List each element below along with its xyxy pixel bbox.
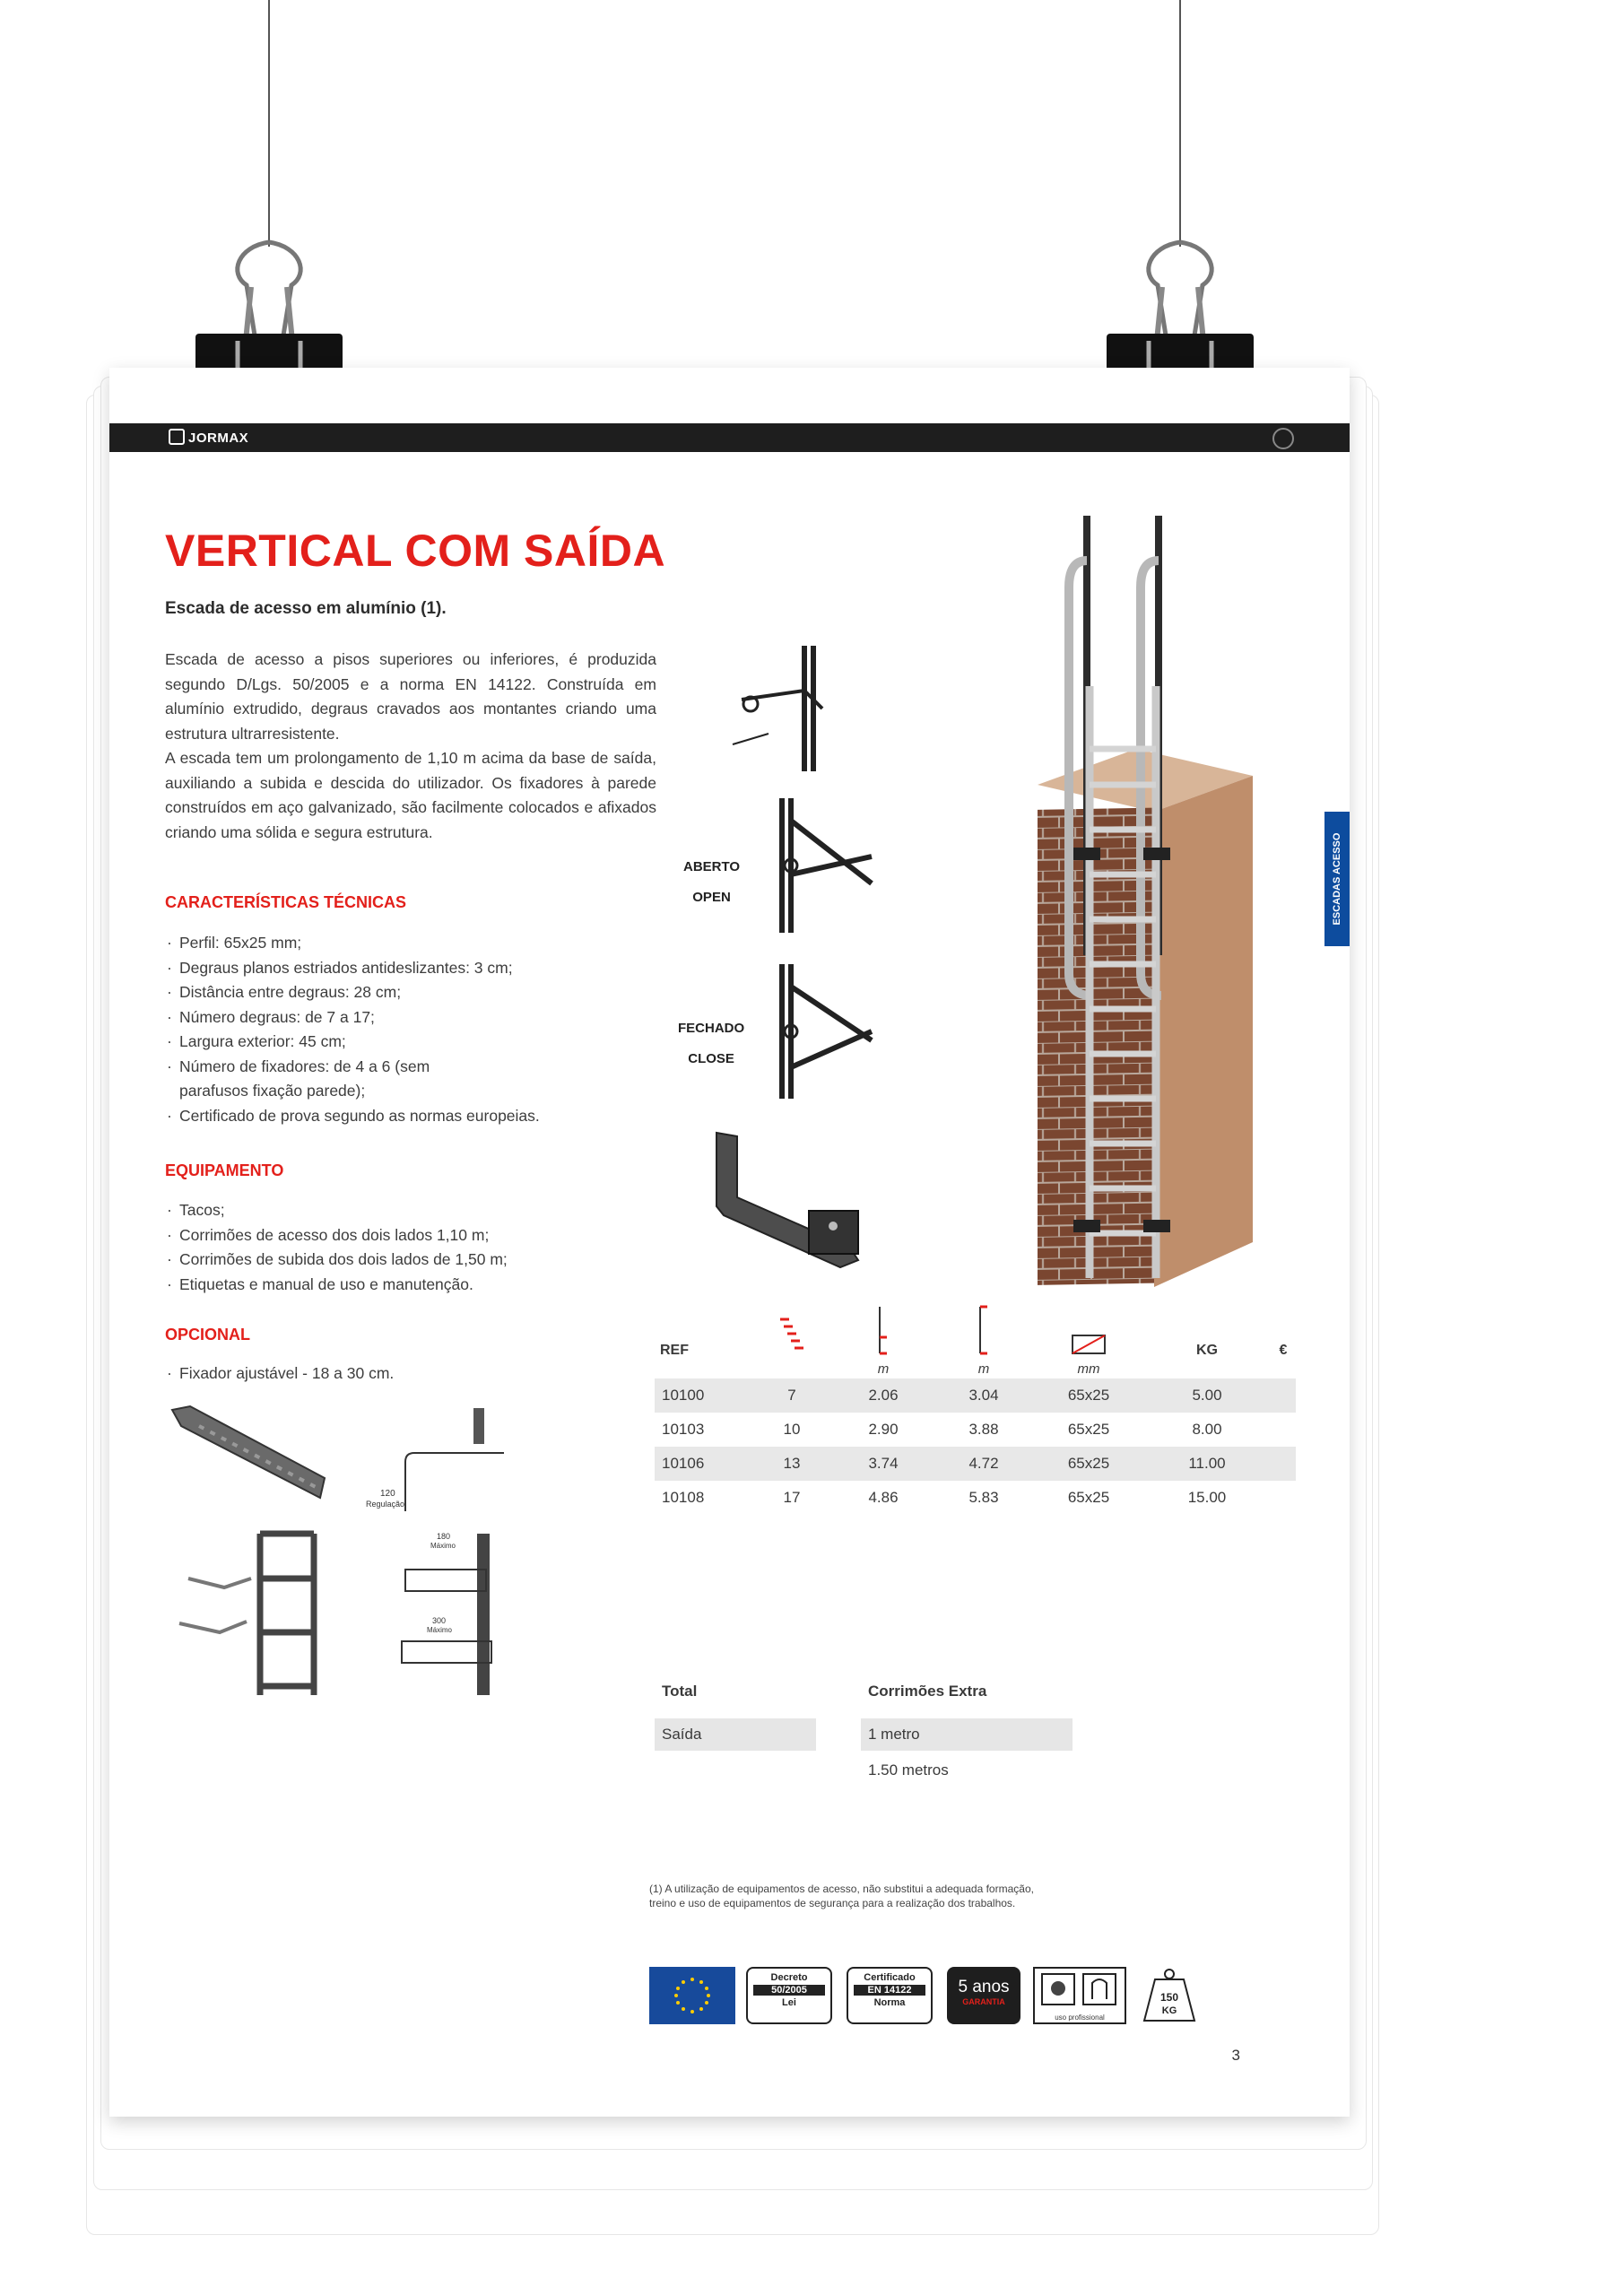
list-item: · Certificado de prova segundo as normas europeias. <box>165 1104 649 1129</box>
option-extra-150m[interactable]: 1.50 metros <box>868 1761 949 1779</box>
unit-label: m <box>877 1361 890 1377</box>
unit-label: m <box>977 1361 990 1377</box>
unit-label: mm <box>1077 1361 1100 1377</box>
max1-label: Máximo <box>430 1542 456 1550</box>
cell-ref: 10100 <box>655 1378 751 1413</box>
warranty-badge <box>947 1967 1020 2024</box>
table-row[interactable] <box>655 1378 1296 1413</box>
cell-kg: 11.00 <box>1143 1447 1271 1481</box>
badge-label: EN 14122 <box>854 1985 925 1996</box>
list-item: · Fixador ajustável - 18 a 30 cm. <box>165 1361 649 1387</box>
description-paragraph: Escada de acesso a pisos superiores ou inferiores, é produzida segundo D/Lgs. 50/2005 e a norma EN 14122. Construída em alumínio extrudido, degraus cravados aos montantes criando uma estrutura ultrarresistente. <box>165 650 656 743</box>
warranty-sub: GARANTIA <box>962 1997 1005 2006</box>
col-header-ref: REF <box>660 1343 689 1358</box>
col-header-profile <box>1034 1305 1143 1359</box>
footnote: (1) A utilização de equipamentos de acesso, não substitui a adequada formação, treino e uso de equipamentos de segurança para a realização dos trabalhos. <box>649 1883 1034 1909</box>
callout-label: ABERTO <box>683 859 741 874</box>
cell-height: 4.86 <box>868 1489 899 1506</box>
certificado-badge <box>847 1967 933 2024</box>
cell-profile: 65x25 <box>1067 1489 1110 1506</box>
spec-table <box>655 1305 1296 1515</box>
opcional-list <box>165 1361 649 1387</box>
list-item: · Etiquetas e manual de uso e manutenção. <box>165 1273 649 1298</box>
empty-cell <box>751 1359 833 1378</box>
list-item: · Tacos; <box>165 1198 649 1223</box>
bracket-mount-drawing <box>170 1525 323 1704</box>
col-header-steps <box>751 1305 833 1359</box>
warranty-label: 5 anos <box>958 1978 1010 1996</box>
callout-label: CLOSE <box>688 1051 734 1066</box>
list-item: · Corrimões de subida dos dois lados de 1,50 m; <box>165 1248 649 1273</box>
decreto-badge <box>746 1967 832 2024</box>
bracket-dimension-drawing <box>396 1534 522 1695</box>
cell-price <box>1271 1447 1296 1481</box>
cell-price <box>1271 1378 1296 1413</box>
height-icon <box>874 1305 892 1355</box>
profile-icon <box>1071 1334 1107 1355</box>
max1-value: 180 <box>437 1532 451 1541</box>
options-total-header: Total <box>662 1683 698 1700</box>
max2-value: 300 <box>432 1616 447 1625</box>
cell-kg: 5.00 <box>1143 1378 1271 1413</box>
cell-ref: 10103 <box>662 1421 705 1438</box>
brand-name: JORMAX <box>188 430 249 446</box>
cell-profile: 65x25 <box>1034 1447 1143 1481</box>
col-header-kg: KG <box>1196 1343 1218 1358</box>
bracket-closed-drawing <box>773 960 881 1103</box>
section-title-equipamento: EQUIPAMENTO <box>165 1161 284 1179</box>
col-header-height <box>833 1305 934 1359</box>
page-title: VERTICAL COM SAÍDA <box>165 526 666 576</box>
cell-kg: 8.00 <box>1192 1421 1222 1438</box>
col-header-price: € <box>1279 1343 1288 1358</box>
badge-label: Certificado <box>864 1972 916 1983</box>
professional-use-badge <box>1033 1967 1126 2024</box>
table-row[interactable] <box>655 1413 1296 1447</box>
list-item: · Distância entre degraus: 28 cm; <box>165 980 649 1005</box>
regulacao-label: Regulação <box>366 1500 405 1509</box>
cell-steps: 13 <box>751 1447 833 1481</box>
list-item: · Largura exterior: 45 cm; <box>165 1030 649 1055</box>
empty-cell <box>1271 1359 1296 1378</box>
adjustable-bracket-drawing <box>163 1399 334 1525</box>
section-title-opcional: OPCIONAL <box>165 1326 251 1344</box>
table-row[interactable] <box>655 1481 1296 1515</box>
description <box>165 648 656 845</box>
list-item: · Degraus planos estriados antideslizantes: 3 cm; <box>165 956 649 981</box>
badge-label: Decreto <box>770 1972 808 1983</box>
empty-cell <box>655 1359 751 1378</box>
catalog-page <box>109 368 1350 2117</box>
wall-bracket-detail-drawing <box>715 637 840 780</box>
list-item: · Perfil: 65x25 mm; <box>165 931 649 956</box>
callout-label: OPEN <box>692 890 731 905</box>
cell-steps: 17 <box>783 1489 801 1506</box>
callout-label: FECHADO <box>678 1021 745 1036</box>
weight-limit-badge <box>1139 1967 1200 2024</box>
description-paragraph: A escada tem um prolongamento de 1,10 m acima da base de saída, auxiliando a subida e descida do utilizador. Os fixadores à parede construídos em aço galvanizado, são facilmente colocados e afixados criando uma sólida e segura estrutura. <box>165 749 656 841</box>
col-header-total-height <box>934 1305 1034 1359</box>
cell-ref: 10108 <box>662 1489 705 1506</box>
table-row[interactable] <box>655 1447 1296 1481</box>
caracteristicas-list <box>165 931 649 1128</box>
empty-cell <box>1143 1359 1271 1378</box>
option-extra-1m[interactable]: 1 metro <box>861 1718 1073 1751</box>
steps-icon <box>777 1316 807 1355</box>
cell-steps: 10 <box>783 1421 801 1438</box>
list-item: · Número degraus: de 7 a 17; <box>165 1005 649 1031</box>
side-tab-label: ESCADAS ACESSO <box>1332 832 1342 926</box>
side-category-tab[interactable] <box>1324 812 1350 946</box>
professional-use-icon <box>1035 1969 1125 2012</box>
cell-height: 3.74 <box>833 1447 934 1481</box>
option-saida[interactable]: Saída <box>655 1718 816 1751</box>
ladder-wall-illustration <box>930 507 1271 1296</box>
section-title-caracteristicas: CARACTERÍSTICAS TÉCNICAS <box>165 893 407 911</box>
options-extra-header: Corrimões Extra <box>868 1683 987 1700</box>
cell-height: 2.90 <box>868 1421 899 1438</box>
regulacao-value: 120 <box>380 1489 395 1499</box>
subtitle: Escada de acesso em alumínio (1). <box>165 599 447 618</box>
top-bar <box>109 423 1350 452</box>
weight-unit: KG <box>1161 2005 1177 2016</box>
weight-value: 150 <box>1159 1991 1179 2004</box>
cell-total-height: 5.83 <box>968 1489 999 1506</box>
circle-icon <box>1272 428 1294 449</box>
cell-total-height: 4.72 <box>934 1447 1034 1481</box>
cell-ref: 10106 <box>655 1447 751 1481</box>
cell-kg: 15.00 <box>1187 1489 1227 1506</box>
cell-total-height: 3.88 <box>968 1421 999 1438</box>
cell-steps: 7 <box>751 1378 833 1413</box>
cell-price <box>1271 1413 1296 1447</box>
badge-label: Norma <box>873 1997 906 2008</box>
list-item: · Corrimões de acesso dos dois lados 1,10 m; <box>165 1223 649 1248</box>
cell-profile: 65x25 <box>1034 1378 1143 1413</box>
brand-mark-icon <box>169 429 185 445</box>
fechado-callout <box>678 1013 744 1074</box>
aberto-callout <box>683 852 740 913</box>
brand-logo <box>169 429 248 446</box>
eu-flag-icon <box>649 1967 735 2024</box>
table-units-row <box>655 1359 1296 1378</box>
badge-label: uso profissional <box>1055 2013 1105 2022</box>
badge-label: Lei <box>782 1997 796 2008</box>
bracket-part-drawing <box>706 1126 876 1269</box>
cell-profile: 65x25 <box>1067 1421 1110 1438</box>
page-number: 3 <box>1231 2047 1240 2064</box>
bracket-open-drawing <box>773 794 881 937</box>
bracket-side-profile-drawing <box>366 1399 513 1516</box>
table-header-row <box>655 1305 1296 1359</box>
cell-height: 2.06 <box>833 1378 934 1413</box>
badge-label: 50/2005 <box>753 1985 825 1996</box>
equipamento-list <box>165 1198 649 1297</box>
max2-label: Máximo <box>427 1626 453 1634</box>
cell-price <box>1271 1481 1296 1515</box>
total-height-icon <box>975 1305 993 1355</box>
list-item: · Número de fixadores: de 4 a 6 (sem parafusos fixação parede); <box>165 1055 448 1104</box>
cell-total-height: 3.04 <box>934 1378 1034 1413</box>
